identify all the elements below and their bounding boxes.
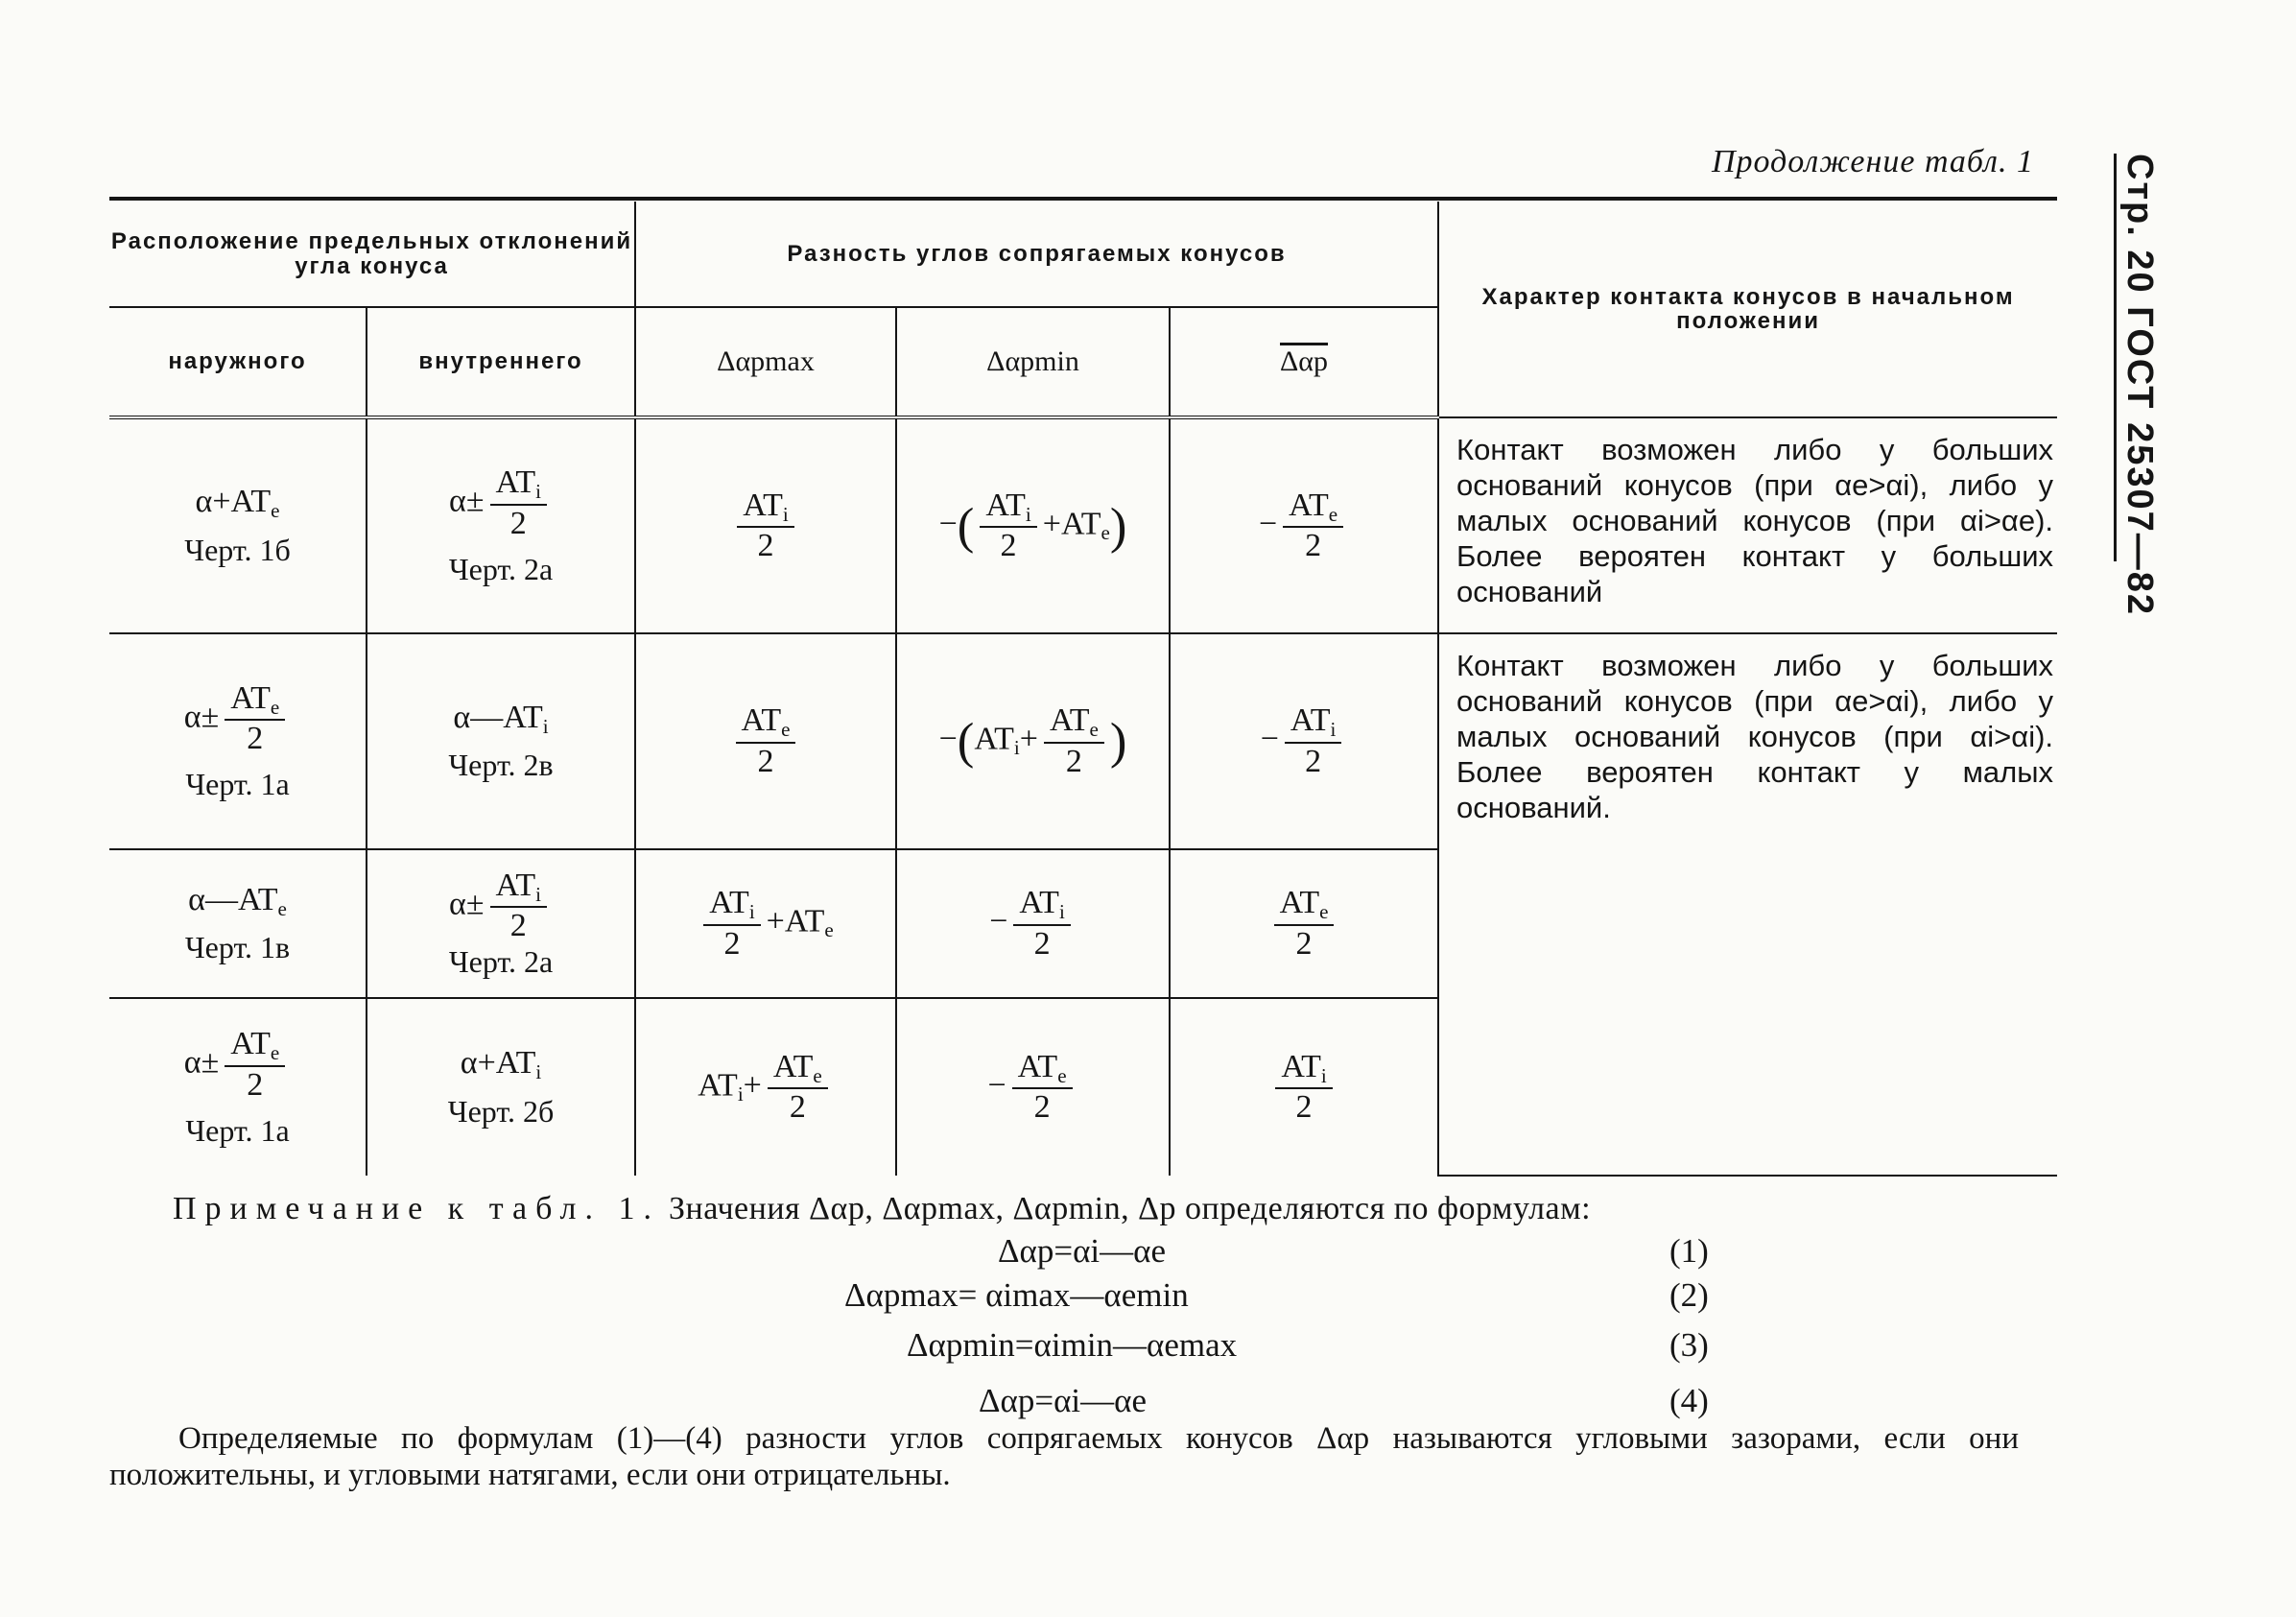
note-text: Значения Δαp, Δαpmax, Δαpmin, Δp определяются по формулам:: [668, 1191, 1592, 1226]
cell-delta-max: $\frac{AT_i}{2}$ $+AT_e$: [635, 849, 896, 998]
cell-outer: $\alpha+AT_e$ Черт. 1б: [109, 417, 367, 633]
side-rule: [2114, 154, 2117, 561]
header-outer: наружного: [109, 307, 367, 417]
header-difference-group: Разность углов сопрягаемых конусов: [635, 202, 1438, 307]
formula-number-1: (1): [1669, 1232, 1709, 1270]
formula-number-2: (2): [1669, 1276, 1709, 1314]
tolerance-table: [109, 202, 2057, 1177]
formula-2: Δαpmax= αimax—αemin: [844, 1276, 1189, 1314]
cell-inner: α± $\frac{AT_i}{2}$ Черт. 2а: [367, 849, 635, 998]
cell-delta-min: − $\frac{AT_e}{2}$: [896, 998, 1170, 1176]
drawing-ref: Черт. 1б: [184, 532, 291, 567]
drawing-ref: Черт. 2б: [447, 1093, 555, 1129]
header-location-group: Расположение предельных отклонений угла конуса: [109, 202, 635, 307]
cell-delta-max: $\frac{AT_e}{2}$: [635, 633, 896, 849]
drawing-ref: Черт. 1в: [184, 930, 291, 965]
cell-delta-min: −( $\frac{AT_i}{2}$ $+AT_e$): [896, 417, 1170, 633]
cell-inner: $\alpha+AT_i$ Черт. 2б: [367, 998, 635, 1176]
cell-delta-mean: − $\frac{AT_e}{2}$: [1170, 417, 1438, 633]
header-delta-mean: $\overline{\Delta\alpha p}$: [1170, 307, 1438, 417]
page-header-side-label: Стр. 20 ГОСТ 25307—82: [2119, 154, 2160, 617]
cell-outer: α± $\frac{AT_e}{2}$ Черт. 1а: [109, 633, 367, 849]
cell-contact-character: Контакт возможен либо у больших оснований конусов (при αe>αi), либо у малых оснований конусов (при αi>αi). Более вероятен контакт у малых оснований.: [1438, 633, 2057, 1176]
cell-contact-character: Контакт возможен либо у больших оснований конусов (при αe>αi), либо у малых оснований конусов (при αi>αe). Более вероятен контакт у больших оснований: [1438, 417, 2057, 633]
cell-inner: $\alpha—AT_i$ Черт. 2в: [367, 633, 635, 849]
cell-delta-max: $\frac{AT_i}{2}$: [635, 417, 896, 633]
header-delta-min: Δαpmin: [896, 307, 1170, 417]
table-top-rule: [109, 197, 2057, 201]
cell-outer: α± $\frac{AT_e}{2}$ Черт. 1а: [109, 998, 367, 1176]
formula-4: Δαp=αi—αe: [979, 1382, 1148, 1419]
cell-delta-max: $AT_i+$ $\frac{AT_e}{2}$: [635, 998, 896, 1176]
drawing-ref: Черт. 2а: [448, 551, 554, 586]
cell-delta-min: $-(AT_i+$ $\frac{AT_e}{2}$ ): [896, 633, 1170, 849]
table-note: [173, 1191, 1591, 1227]
table-continuation-caption: Продолжение табл. 1: [1711, 144, 2034, 179]
header-contact-character: Характер контакта конусов в начальном положении: [1438, 202, 2057, 417]
header-inner: внутреннего: [367, 307, 635, 417]
cell-delta-mean: − $\frac{AT_i}{2}$: [1170, 633, 1438, 849]
cell-delta-min: − $\frac{AT_i}{2}$: [896, 849, 1170, 998]
drawing-ref: Черт. 1а: [185, 1112, 290, 1148]
header-delta-max: Δαpmax: [635, 307, 896, 417]
drawing-ref: Черт. 1а: [185, 767, 290, 802]
formula-3: Δαpmin=αimin—αemax: [907, 1326, 1238, 1364]
cell-inner: α± $\frac{AT_i}{2}$ Черт. 2а: [367, 417, 635, 633]
body-paragraph: Определяемые по формулам (1)—(4) разности углов сопрягаемых конусов Δαp называются угловыми зазорами, если они положительны, и угловыми натягами, если они отрицательны.: [109, 1421, 2019, 1492]
note-label: Примечание к табл. 1.: [173, 1191, 660, 1226]
drawing-ref: Черт. 2а: [448, 944, 554, 980]
cell-delta-mean: $\frac{AT_e}{2}$: [1170, 849, 1438, 998]
cell-delta-mean: $\frac{AT_i}{2}$: [1170, 998, 1438, 1176]
formula-number-3: (3): [1669, 1326, 1709, 1364]
formula-number-4: (4): [1669, 1382, 1709, 1419]
cell-outer: $\alpha—AT_e$ Черт. 1в: [109, 849, 367, 998]
drawing-ref: Черт. 2в: [448, 748, 554, 783]
formula-1: Δαp=αi—αe: [998, 1232, 1167, 1270]
